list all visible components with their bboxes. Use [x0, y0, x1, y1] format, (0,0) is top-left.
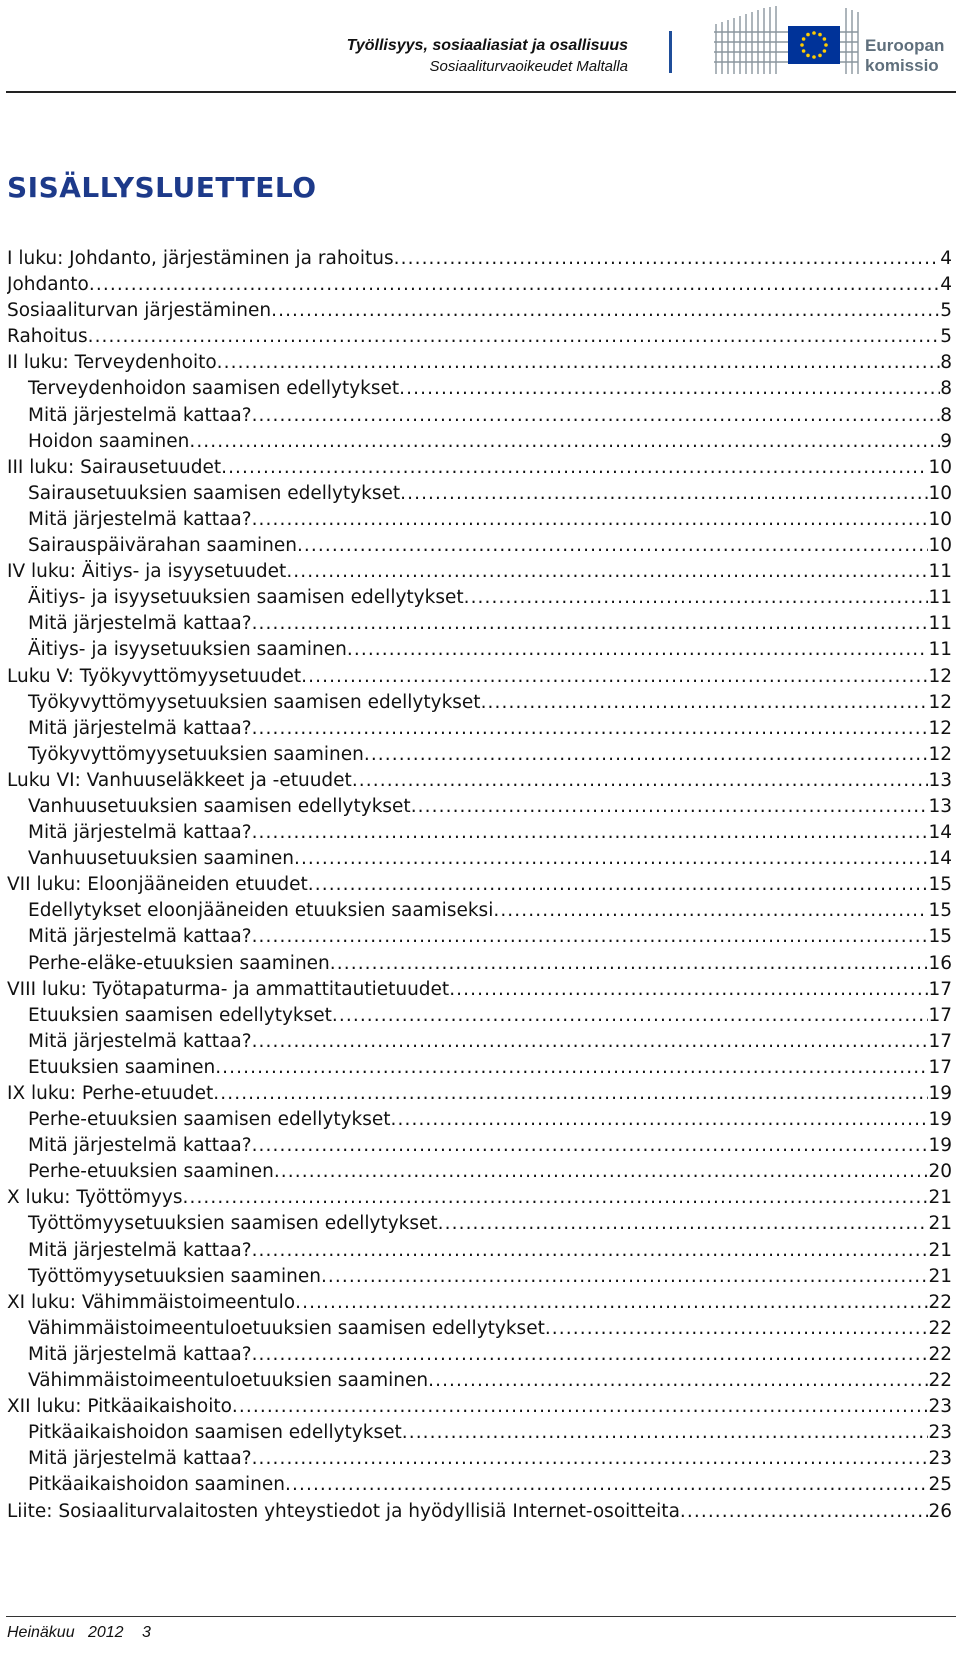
- toc-leader-dots: [182, 1185, 928, 1211]
- toc-leader-dots: [88, 324, 941, 350]
- toc-entry-page: 8: [940, 352, 952, 374]
- toc-entry-label: Sairausetuuksien saamisen edellytykset: [28, 482, 401, 504]
- toc-entry[interactable]: [7, 403, 952, 429]
- table-of-contents: [7, 246, 952, 1525]
- toc-entry-label: III luku: Sairausetuudet: [7, 456, 222, 478]
- toc-entry[interactable]: [7, 1055, 952, 1081]
- toc-entry[interactable]: [7, 1420, 952, 1446]
- toc-entry-label: Työttömyysetuuksien saaminen: [28, 1265, 321, 1287]
- toc-leader-dots: [274, 1159, 929, 1185]
- toc-entry[interactable]: [7, 1107, 952, 1133]
- toc-entry-page: 10: [928, 482, 952, 504]
- toc-entry-label: Äitiys- ja isyysetuuksien saaminen: [28, 639, 347, 661]
- toc-leader-dots: [464, 585, 929, 611]
- toc-leader-dots: [271, 298, 940, 324]
- toc-entry[interactable]: [7, 1185, 952, 1211]
- toc-entry[interactable]: [7, 637, 952, 663]
- toc-entry[interactable]: [7, 246, 952, 272]
- toc-entry-page: 16: [928, 952, 952, 974]
- toc-leader-dots: [252, 611, 929, 637]
- toc-leader-dots: [364, 742, 929, 768]
- header-rule: [6, 91, 956, 93]
- toc-entry-label: II luku: Terveydenhoito: [7, 352, 217, 374]
- toc-entry-page: 4: [940, 274, 952, 296]
- toc-leader-dots: [400, 481, 928, 507]
- toc-entry-label: Vähimmäistoimeentuloetuuksien saaminen: [28, 1370, 429, 1392]
- header-dg-name: Työllisyys, sosiaaliasiat ja osallisuus: [346, 37, 628, 54]
- toc-entry[interactable]: [7, 1472, 952, 1498]
- toc-entry-page: 14: [928, 848, 952, 870]
- toc-entry[interactable]: [7, 1290, 952, 1316]
- toc-entry[interactable]: [7, 846, 952, 872]
- toc-leader-dots: [285, 1472, 928, 1498]
- toc-entry-page: 4: [940, 248, 952, 269]
- toc-leader-dots: [217, 350, 941, 376]
- toc-entry-page: 17: [928, 978, 952, 1000]
- toc-entry-label: Mitä järjestelmä kattaa?: [28, 1030, 252, 1052]
- toc-leader-dots: [402, 1420, 929, 1446]
- toc-entry[interactable]: [7, 481, 952, 507]
- toc-entry[interactable]: [7, 1211, 952, 1237]
- toc-entry-label: Luku V: Työkyvyttömyysetuudet: [7, 665, 302, 687]
- toc-entry[interactable]: [7, 298, 952, 324]
- toc-entry-page: 8: [940, 378, 952, 400]
- toc-entry[interactable]: [7, 742, 952, 768]
- toc-entry-page: 14: [928, 822, 952, 844]
- toc-entry-label: Terveydenhoidon saamisen edellytykset: [28, 378, 400, 400]
- toc-entry[interactable]: [7, 1238, 952, 1264]
- toc-leader-dots: [449, 977, 928, 1003]
- toc-entry[interactable]: [7, 1446, 952, 1472]
- toc-leader-dots: [252, 820, 929, 846]
- toc-leader-dots: [438, 1211, 929, 1237]
- toc-entry-label: XII luku: Pitkäaikaishoito: [7, 1396, 232, 1418]
- header-text: [347, 36, 628, 77]
- toc-entry-page: 5: [940, 326, 952, 348]
- header-divider: [669, 31, 672, 73]
- toc-entry-label: VIII luku: Työtapaturma- ja ammattitautietuudet: [7, 978, 450, 1000]
- toc-leader-dots: [252, 1133, 929, 1159]
- page-title: SISÄLLYSLUETTELO: [7, 171, 317, 204]
- toc-entry-label: Mitä järjestelmä kattaa?: [28, 1135, 252, 1157]
- toc-entry-label: Mitä järjestelmä kattaa?: [28, 508, 252, 530]
- toc-leader-dots: [493, 898, 928, 924]
- toc-leader-dots: [252, 507, 929, 533]
- toc-entry[interactable]: [7, 585, 952, 611]
- toc-leader-dots: [189, 429, 940, 455]
- footer-rule: [6, 1616, 956, 1617]
- toc-entry[interactable]: [7, 429, 952, 455]
- toc-leader-dots: [252, 924, 929, 950]
- toc-entry-label: Mitä järjestelmä kattaa?: [28, 1239, 252, 1261]
- toc-entry-label: Työkyvyttömyysetuuksien saamisen edellytykset: [28, 691, 481, 713]
- toc-leader-dots: [252, 1238, 929, 1264]
- toc-entry-page: 10: [928, 456, 952, 478]
- toc-entry-label: VII luku: Eloonjääneiden etuudet: [7, 874, 308, 896]
- toc-entry-page: 11: [928, 561, 952, 583]
- toc-entry[interactable]: [7, 507, 952, 533]
- toc-entry-label: Luku VI: Vanhuuseläkkeet ja -etuudet: [7, 769, 352, 791]
- toc-leader-dots: [215, 1055, 928, 1081]
- toc-entry[interactable]: [7, 1368, 952, 1394]
- toc-entry[interactable]: [7, 1394, 952, 1420]
- toc-leader-dots: [394, 246, 941, 272]
- toc-entry-page: 22: [928, 1370, 952, 1392]
- toc-entry[interactable]: [7, 272, 952, 298]
- toc-entry[interactable]: [7, 559, 952, 585]
- toc-leader-dots: [213, 1081, 928, 1107]
- toc-entry[interactable]: [7, 1342, 952, 1368]
- toc-entry-page: 21: [928, 1213, 952, 1235]
- toc-entry-label: IX luku: Perhe-etuudet: [7, 1083, 214, 1104]
- toc-entry[interactable]: [7, 1316, 952, 1342]
- toc-entry-page: 22: [928, 1343, 952, 1365]
- toc-entry-page: 8: [940, 404, 952, 426]
- toc-entry[interactable]: [7, 350, 952, 376]
- toc-leader-dots: [347, 637, 929, 663]
- toc-leader-dots: [330, 951, 929, 977]
- toc-entry-label: Sosiaaliturvan järjestäminen: [7, 300, 272, 322]
- toc-entry-label: Mitä järjestelmä kattaa?: [28, 404, 252, 426]
- toc-leader-dots: [252, 1029, 929, 1055]
- toc-entry[interactable]: [7, 1499, 952, 1525]
- footer-page-number: 3: [141, 1624, 151, 1641]
- toc-entry-page: 26: [928, 1500, 952, 1522]
- toc-entry-page: 11: [928, 587, 952, 609]
- toc-entry-label: Vanhuusetuuksien saaminen: [28, 848, 294, 870]
- toc-entry-page: 23: [928, 1396, 952, 1418]
- toc-entry-label: I luku: Johdanto, järjestäminen ja rahoitus: [7, 248, 394, 269]
- toc-entry-page: 21: [928, 1187, 952, 1209]
- toc-leader-dots: [332, 1003, 929, 1029]
- toc-leader-dots: [297, 533, 929, 559]
- toc-leader-dots: [301, 664, 928, 690]
- toc-leader-dots: [252, 1342, 929, 1368]
- toc-entry-page: 10: [928, 508, 952, 530]
- toc-entry[interactable]: [7, 1081, 952, 1107]
- toc-entry-page: 25: [928, 1474, 952, 1496]
- toc-leader-dots: [680, 1499, 929, 1525]
- toc-entry-label: Pitkäaikaishoidon saaminen: [28, 1474, 286, 1496]
- toc-entry-label: Perhe-etuuksien saamisen edellytykset: [28, 1109, 391, 1131]
- toc-leader-dots: [481, 690, 929, 716]
- toc-entry[interactable]: [7, 1133, 952, 1159]
- toc-entry-page: 11: [928, 613, 952, 635]
- logo-word-2: komissio: [865, 56, 939, 75]
- toc-entry[interactable]: [7, 376, 952, 402]
- toc-entry-page: 12: [928, 691, 952, 713]
- toc-entry-page: 21: [928, 1239, 952, 1261]
- toc-leader-dots: [252, 1446, 929, 1472]
- toc-entry-label: Mitä järjestelmä kattaa?: [28, 1448, 252, 1470]
- toc-entry-label: Mitä järjestelmä kattaa?: [28, 613, 252, 635]
- toc-entry-page: 17: [928, 1004, 952, 1026]
- toc-entry-label: Etuuksien saaminen: [28, 1056, 216, 1078]
- toc-entry-page: 22: [928, 1291, 952, 1313]
- toc-entry-page: 19: [928, 1135, 952, 1157]
- toc-leader-dots: [399, 376, 940, 402]
- toc-entry[interactable]: [7, 820, 952, 846]
- page-footer: [7, 1622, 165, 1644]
- toc-entry-page: 15: [928, 874, 952, 896]
- toc-entry[interactable]: [7, 1003, 952, 1029]
- toc-entry-page: 23: [928, 1448, 952, 1470]
- toc-entry-page: 9: [940, 430, 952, 452]
- toc-leader-dots: [352, 768, 929, 794]
- logo-text: [865, 36, 944, 76]
- toc-entry-page: 10: [928, 535, 952, 557]
- toc-entry[interactable]: [7, 690, 952, 716]
- toc-entry[interactable]: [7, 1029, 952, 1055]
- toc-entry-label: XI luku: Vähimmäistoimeentulo: [7, 1291, 296, 1313]
- toc-entry-page: 12: [928, 665, 952, 687]
- toc-leader-dots: [89, 272, 940, 298]
- toc-entry-label: Perhe-etuuksien saaminen: [28, 1161, 274, 1183]
- toc-entry-label: Pitkäaikaishoidon saamisen edellytykset: [28, 1422, 402, 1444]
- toc-entry-page: 22: [928, 1317, 952, 1339]
- logo-word-1: Euroopan: [865, 36, 945, 55]
- footer-date: Heinäkuu 2012: [7, 1624, 124, 1641]
- toc-leader-dots: [391, 1107, 929, 1133]
- toc-entry-page: 15: [928, 900, 952, 922]
- toc-leader-dots: [221, 455, 928, 481]
- toc-leader-dots: [308, 872, 929, 898]
- toc-entry-label: Mitä järjestelmä kattaa?: [28, 822, 252, 844]
- toc-leader-dots: [286, 559, 928, 585]
- toc-entry-label: Rahoitus: [7, 326, 88, 348]
- toc-entry[interactable]: [7, 455, 952, 481]
- toc-entry-page: 20: [928, 1161, 952, 1183]
- toc-entry-page: 21: [928, 1265, 952, 1287]
- toc-entry-page: 13: [928, 769, 952, 791]
- toc-leader-dots: [252, 403, 941, 429]
- toc-entry-page: 23: [928, 1422, 952, 1444]
- toc-entry-label: Mitä järjestelmä kattaa?: [28, 717, 252, 739]
- toc-entry[interactable]: [7, 794, 952, 820]
- toc-entry-page: 15: [928, 926, 952, 948]
- toc-entry[interactable]: [7, 664, 952, 690]
- toc-leader-dots: [321, 1264, 929, 1290]
- toc-entry[interactable]: [7, 768, 952, 794]
- toc-entry-label: Äitiys- ja isyysetuuksien saamisen edellytykset: [28, 587, 464, 609]
- toc-entry-page: 12: [928, 717, 952, 739]
- toc-entry[interactable]: [7, 977, 952, 1003]
- header-subtitle: Sosiaaliturvaoikeudet Maltalla: [429, 58, 628, 75]
- toc-leader-dots: [295, 1290, 928, 1316]
- toc-leader-dots: [252, 716, 929, 742]
- toc-entry-label: Sairauspäivärahan saaminen: [28, 535, 297, 557]
- toc-entry-label: Työkyvyttömyysetuuksien saaminen: [28, 743, 364, 765]
- page-header: [0, 0, 960, 96]
- toc-entry-page: 19: [928, 1083, 952, 1104]
- toc-entry-label: Hoidon saaminen: [28, 430, 190, 452]
- toc-entry[interactable]: [7, 898, 952, 924]
- toc-entry-label: X luku: Työttömyys: [7, 1187, 183, 1209]
- toc-entry[interactable]: [7, 951, 952, 977]
- toc-entry-label: Vähimmäistoimeentuloetuuksien saamisen edellytykset: [28, 1317, 545, 1339]
- toc-leader-dots: [232, 1394, 929, 1420]
- toc-leader-dots: [545, 1316, 929, 1342]
- toc-entry-label: Mitä järjestelmä kattaa?: [28, 926, 252, 948]
- toc-entry-page: 17: [928, 1056, 952, 1078]
- toc-entry-label: Liite: Sosiaaliturvalaitosten yhteystiedot ja hyödyllisiä Internet-osoitteita: [7, 1500, 680, 1522]
- toc-entry[interactable]: [7, 1264, 952, 1290]
- toc-entry-label: Edellytykset eloonjääneiden etuuksien saamiseksi: [28, 900, 494, 922]
- toc-entry-page: 5: [940, 300, 952, 322]
- toc-entry-label: Johdanto: [7, 274, 89, 296]
- toc-entry[interactable]: [7, 872, 952, 898]
- toc-entry-label: Mitä järjestelmä kattaa?: [28, 1343, 252, 1365]
- toc-entry-label: Vanhuusetuuksien saamisen edellytykset: [28, 795, 411, 817]
- toc-leader-dots: [294, 846, 928, 872]
- toc-entry-label: Etuuksien saamisen edellytykset: [28, 1004, 332, 1026]
- toc-entry-page: 11: [928, 639, 952, 661]
- toc-leader-dots: [411, 794, 929, 820]
- toc-entry[interactable]: [7, 533, 952, 559]
- toc-entry-label: IV luku: Äitiys- ja isyysetuudet: [7, 561, 287, 583]
- toc-entry[interactable]: [7, 924, 952, 950]
- toc-entry[interactable]: [7, 1159, 952, 1185]
- toc-entry[interactable]: [7, 716, 952, 742]
- toc-entry-page: 19: [928, 1109, 952, 1131]
- toc-entry-label: Perhe-eläke-etuuksien saaminen: [28, 952, 330, 974]
- toc-entry-page: 17: [928, 1030, 952, 1052]
- toc-leader-dots: [428, 1368, 928, 1394]
- toc-entry-page: 13: [928, 795, 952, 817]
- toc-entry[interactable]: [7, 324, 952, 350]
- toc-entry[interactable]: [7, 611, 952, 637]
- toc-entry-label: Työttömyysetuuksien saamisen edellytykset: [28, 1213, 438, 1235]
- toc-entry-page: 12: [928, 743, 952, 765]
